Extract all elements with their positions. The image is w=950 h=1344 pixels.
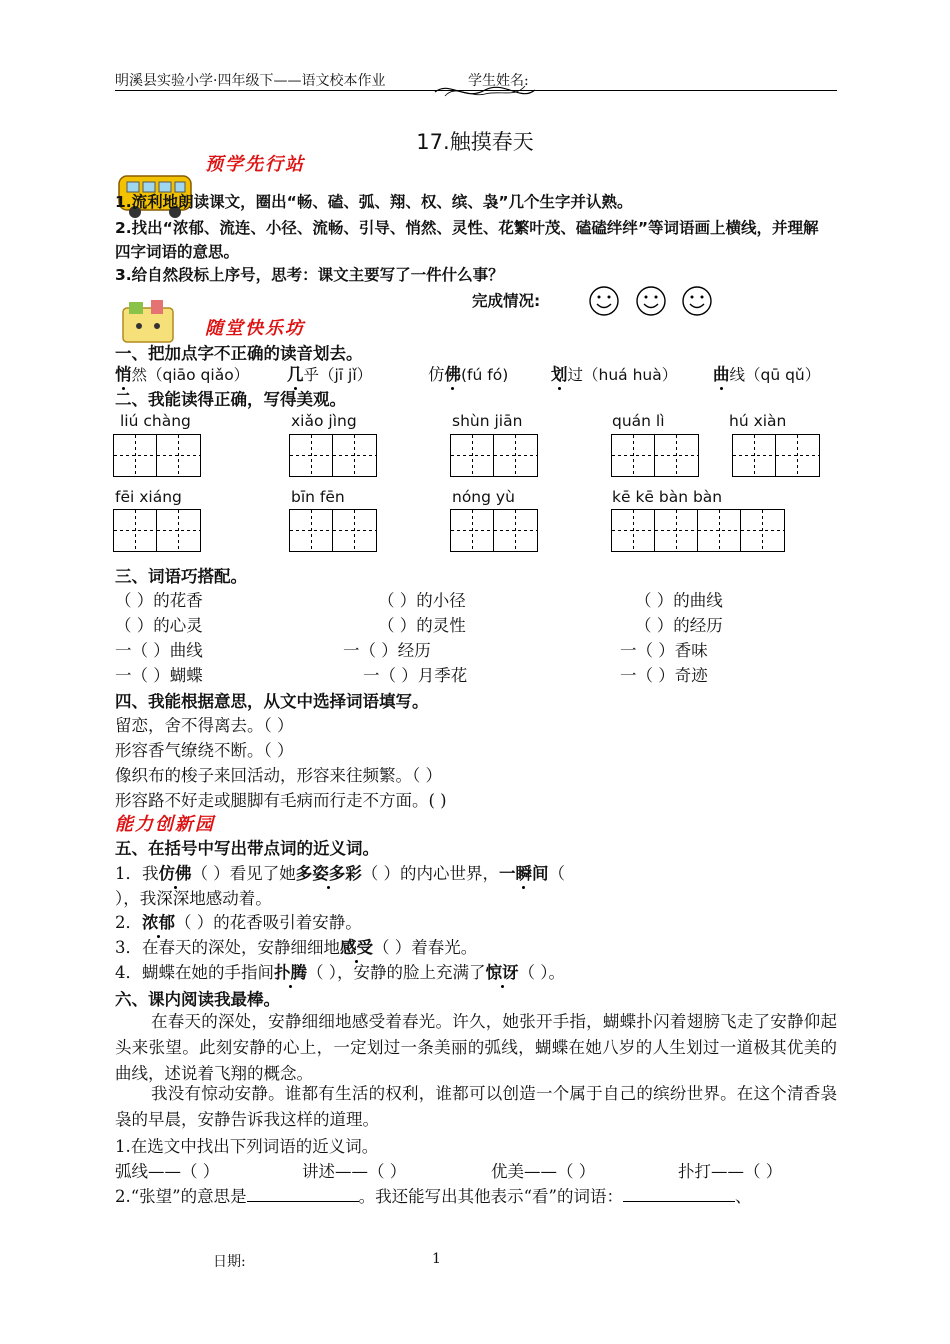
writing-grid[interactable] xyxy=(611,434,699,477)
q1-item[interactable]: 扑打——（ ） xyxy=(678,1162,783,1181)
smiley-icon[interactable] xyxy=(682,286,712,316)
date-label: 日期: xyxy=(213,1254,246,1270)
synonym-line-1[interactable]: 1．我仿佛（ ）看见了她多姿多彩（ ）的内心世界，一瞬间（ xyxy=(115,864,565,883)
match-item[interactable]: 一（ ）曲线 xyxy=(115,641,203,660)
page-title: 17.触摸春天 xyxy=(416,130,534,154)
writing-grid[interactable] xyxy=(289,509,377,552)
match-item[interactable]: 一（ ）奇迹 xyxy=(620,666,708,685)
pinyin-label: kē kē bàn bàn xyxy=(612,488,723,506)
pinyin-label: hú xiàn xyxy=(729,412,787,430)
section-1-title: 一、把加点字不正确的读音划去。 xyxy=(115,344,363,363)
synonym-line-1b: ），我深深地感动着。 xyxy=(115,889,272,908)
s1-item: 悄然（qiāo qiǎo） xyxy=(115,365,250,384)
pinyin-label: shùn jiān xyxy=(452,412,523,430)
pinyin-label: bīn fēn xyxy=(291,488,345,506)
preview-item-2: 2.找出“浓郁、流连、小径、流畅、引导、悄然、灵性、花繁叶茂、磕磕绊绊”等词语画上横线，并理解 xyxy=(115,219,819,237)
answer-blank[interactable] xyxy=(247,1185,359,1202)
reading-passage-1: 在春天的深处，安静细细地感受着春光。许久，她张开手指，蝴蝶扑闪着翅膀飞走了安静仰起头来张望。此刻安静的心上，一定划过一条美丽的弧线，蝴蝶在她八岁的人生划过一道极其优美的曲线，述说着飞翔的概念。 xyxy=(115,1012,837,1083)
writing-grid[interactable] xyxy=(450,434,538,477)
match-item[interactable]: （ ）的曲线 xyxy=(635,591,723,610)
section-6-title: 六、课内阅读我最棒。 xyxy=(115,990,280,1009)
section-4-title: 四、我能根据意思，从文中选择词语填写。 xyxy=(115,692,429,711)
match-item[interactable]: （ ）的经历 xyxy=(635,616,723,635)
preview-item-1: 1.流利地朗读课文，圈出“畅、磕、弧、翔、权、缤、袅”几个生字并认熟。 xyxy=(115,193,633,211)
question-1: 1.在选文中找出下列词语的近义词。 xyxy=(115,1137,379,1156)
reading-passage-2: 我没有惊动安静。谁都有生活的权利，谁都可以创造一个属于自己的缤纷世界。在这个清香袅袅的早晨，安静告诉我这样的道理。 xyxy=(115,1084,837,1129)
match-item[interactable]: 一（ ）香味 xyxy=(620,641,708,660)
q1-item[interactable]: 讲述——（ ） xyxy=(302,1162,407,1181)
synonym-line-2[interactable]: 2．浓郁（ ）的花香吸引着安静。 xyxy=(115,913,362,932)
writing-grid[interactable] xyxy=(113,509,201,552)
synonym-line-4[interactable]: 4．蝴蝶在她的手指间扑腾（ ），安静的脸上充满了惊讶（ ）。 xyxy=(115,963,565,982)
preview-item-2b: 四字词语的意思。 xyxy=(115,243,240,261)
s1-item: 划过（huá huà） xyxy=(551,365,678,384)
match-item[interactable]: （ ）的小径 xyxy=(378,591,466,610)
badge-ability: 能力创新园 xyxy=(115,814,215,835)
header-rule xyxy=(115,90,837,91)
writing-grid[interactable] xyxy=(611,509,785,552)
meaning-line[interactable]: 形容香气缭绕不断。（ ） xyxy=(115,741,294,760)
school-header: 明溪县实验小学·四年级下——语文校本作业 xyxy=(115,73,386,89)
meaning-line[interactable]: 像织布的梭子来回活动，形容来往频繁。（ ） xyxy=(115,766,442,785)
s1-item: 几乎（jī jǐ） xyxy=(287,365,373,384)
question-2[interactable]: 2.“张望”的意思是 。我还能写出其他表示“看”的词语： 、 xyxy=(115,1187,752,1206)
smiley-icon[interactable] xyxy=(636,286,666,316)
writing-grid[interactable] xyxy=(450,509,538,552)
bag-icon xyxy=(115,298,185,344)
match-item[interactable]: 一（ ）月季花 xyxy=(363,666,468,685)
match-item[interactable]: （ ）的灵性 xyxy=(378,616,466,635)
match-item[interactable]: （ ）的花香 xyxy=(115,591,203,610)
section-5-title: 五、在括号中写出带点词的近义词。 xyxy=(115,839,379,858)
writing-grid[interactable] xyxy=(113,434,201,477)
meaning-line[interactable]: 留恋，舍不得离去。（ ） xyxy=(115,716,294,735)
pinyin-label: xiǎo jìng xyxy=(291,412,357,430)
preview-item-3: 3.给自然段标上序号，思考：课文主要写了一件什么事？ xyxy=(115,266,504,284)
match-item[interactable]: （ ）的心灵 xyxy=(115,616,203,635)
q1-item[interactable]: 弧线——（ ） xyxy=(115,1162,220,1181)
pinyin-label: fēi xiáng xyxy=(115,488,182,506)
badge-class: 随堂快乐坊 xyxy=(205,318,305,339)
ornament-icon xyxy=(430,78,540,104)
synonym-line-3[interactable]: 3．在春天的深处，安静细细地感受（ ）着春光。 xyxy=(115,938,478,957)
completion-label: 完成情况: xyxy=(472,292,541,310)
writing-grid[interactable] xyxy=(732,434,820,477)
s1-item: 曲线（qū qǔ） xyxy=(713,365,821,384)
match-item[interactable]: 一（ ）蝴蝶 xyxy=(115,666,203,685)
meaning-line[interactable]: 形容路不好走或腿脚有毛病而行走不方面。( ) xyxy=(115,791,447,810)
page-number: 1 xyxy=(432,1251,441,1267)
pinyin-label: liú chàng xyxy=(120,412,191,430)
writing-grid[interactable] xyxy=(289,434,377,477)
match-item[interactable]: 一（ ）经历 xyxy=(343,641,431,660)
student-name-label: 学生姓名: xyxy=(468,73,529,89)
q1-item[interactable]: 优美——（ ） xyxy=(491,1162,596,1181)
pinyin-label: nóng yù xyxy=(452,488,515,506)
answer-blank[interactable] xyxy=(623,1185,735,1202)
section-2-title: 二、我能读得正确，写得美观。 xyxy=(115,390,346,409)
s1-item: 仿佛(fú fó) xyxy=(428,365,509,384)
badge-preview: 预学先行站 xyxy=(205,154,305,175)
smiley-icon[interactable] xyxy=(589,286,619,316)
pinyin-label: quán lì xyxy=(612,412,665,430)
section-3-title: 三、词语巧搭配。 xyxy=(115,567,247,586)
